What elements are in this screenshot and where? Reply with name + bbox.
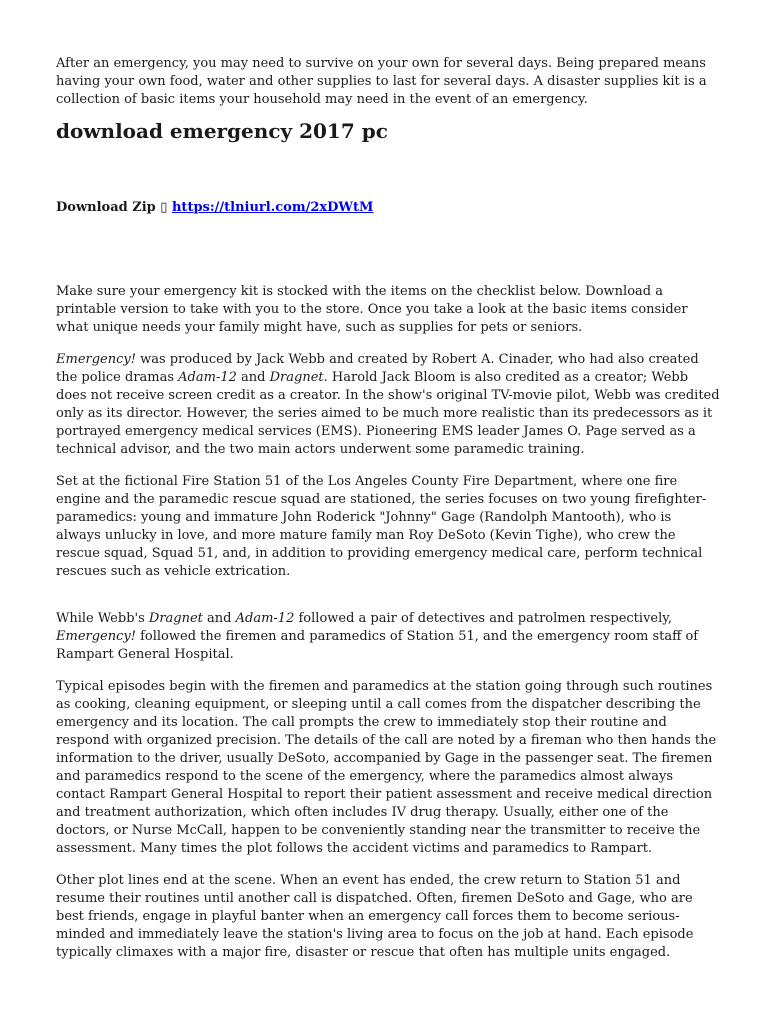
paragraph-comparison: While Webb's Dragnet and Adam-12 followed a pair of detectives and patrolmen respectively, Emergency! followed the firemen and paramedics of Station 51, and the emergency room staff of Rampart General Hospital. [56, 611, 699, 662]
download-label: Download Zip [56, 200, 156, 215]
show-title-adam12: Adam-12 [235, 611, 295, 626]
document-page [56, 55, 720, 962]
paragraph-production: Emergency! was produced by Jack Webb and created by Robert A. Cinader, who had also created the police dramas Adam-12 and Dragnet. Harold Jack Bloom is also credited as a creator; Webb does not receive screen credit as a creator. In the show's original TV-movie pilot, Webb was credited only as its director. However, the series aimed to be much more realistic than its predecessors as it portrayed emergency medical services (EMS). Pioneering EMS leader James O. Page served as a technical advisor, and the two main actors underwent some paramedic training. [56, 352, 720, 457]
paragraph-plot-lines: Other plot lines end at the scene. When an event has ended, the crew return to Station 51 and resume their routines until another call is dispatched. Often, firemen DeSoto and Gage, who are best friends, engage in playful banter when an emergency call forces them to become serious-minded and immediately leave the station's living area to focus on the job at hand. Each episode typically climaxes with a major fire, disaster or rescue that often has multiple units engaged. [56, 873, 694, 960]
paragraph-episodes: Typical episodes begin with the firemen and paramedics at the station going through such routines as cooking, cleaning equipment, or sleeping until a call comes from the dispatcher describing the emergency and its location. The call prompts the crew to immediately stop their routine and respond with organized precision. The details of the call are noted by a fireman who then hands the information to the driver, usually DeSoto, accompanied by Gage in the passenger seat. The firemen and paramedics respond to the scene of the emergency, where the paramedics almost always contact Rampart General Hospital to report their patient assessment and receive medical direction and treatment authorization, which often includes IV drug therapy. Usually, either one of the doctors, or Nurse McCall, happen to be conveniently standing near the transmitter to receive the assessment. Many times the plot follows the accident victims and paramedics to Rampart. [56, 679, 717, 856]
show-title-dragnet: Dragnet [269, 370, 324, 385]
intro-paragraph: After an emergency, you may need to survive on your own for several days. Being prepared means having your own food, water and other supplies to last for several days. A disaster supplies kit is a collection of basic items your household may need in the event of an emergency. [56, 56, 707, 107]
show-title: Emergency! [56, 352, 136, 367]
show-title: Emergency! [56, 629, 136, 644]
page-title: download emergency 2017 pc [56, 119, 388, 143]
download-line [56, 199, 720, 217]
show-title-dragnet: Dragnet [148, 611, 203, 626]
show-title-adam12: Adam-12 [178, 370, 237, 385]
download-link[interactable]: https://tlniurl.com/2xDWtM [171, 200, 374, 215]
paragraph-kit: Make sure your emergency kit is stocked with the items on the checklist below. Download a printable version to take with you to the store. Once you take a look at the basic items consider what unique needs your family might have, such as supplies for pets or seniors. [56, 284, 688, 335]
paragraph-setting: Set at the fictional Fire Station 51 of the Los Angeles County Fire Department, where one fire engine and the paramedic rescue squad are stationed, the series focuses on two young firefighter-paramedics: young and immature John Roderick "Johnny" Gage (Randolph Mantooth), who is always unlucky in love, and more mature family man Roy DeSoto (Kevin Tighe), who crew the rescue squad, Squad 51, and, in addition to providing emergency medical care, perform technical rescues such as vehicle extrication. [56, 474, 707, 579]
separator-glyph: ▯ [155, 200, 172, 215]
